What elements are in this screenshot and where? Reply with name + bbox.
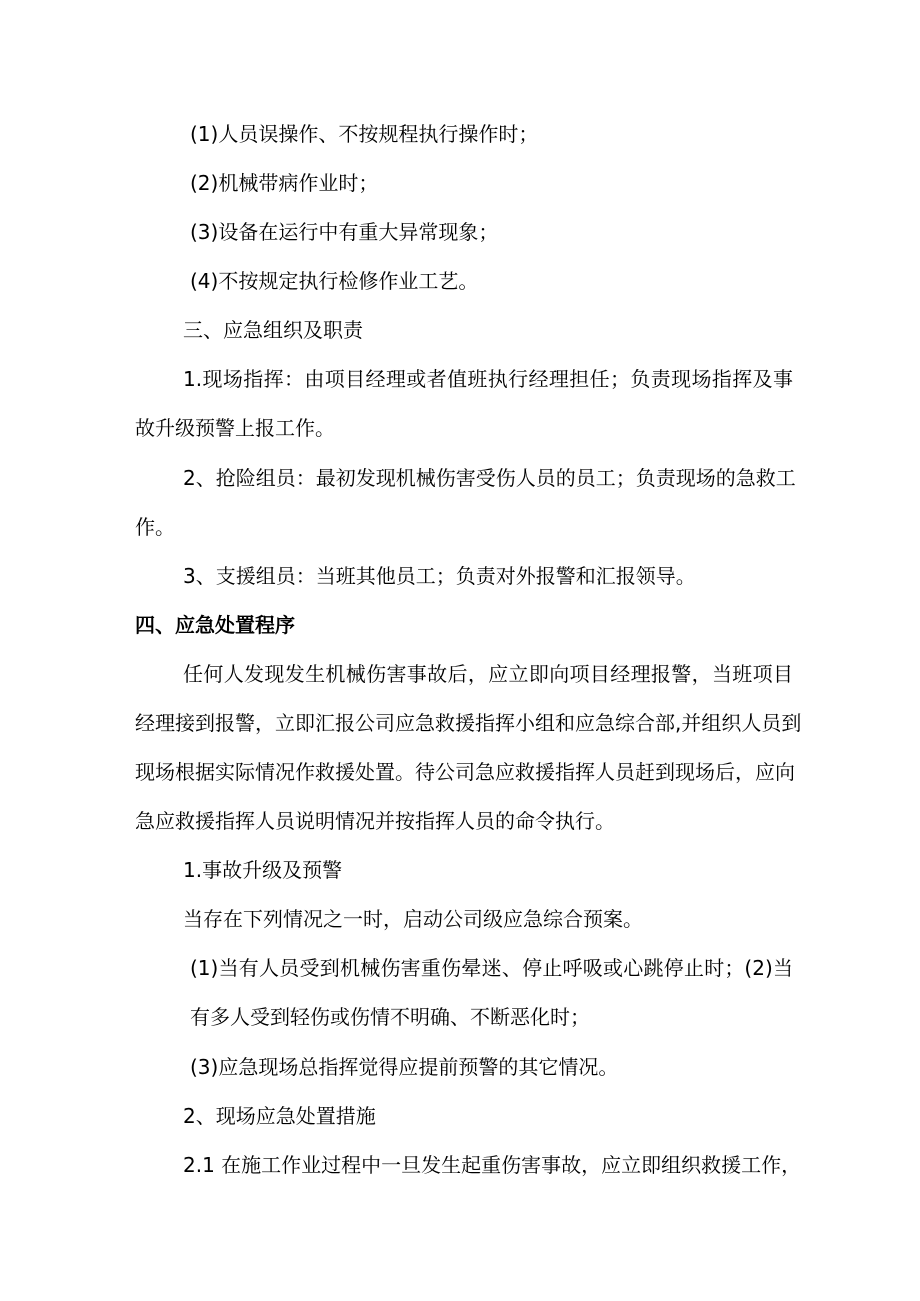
paragraph-line: 经理接到报警，立即汇报公司应急救援指挥小组和应急综合部,并组织人员到 [135, 711, 802, 735]
list-item: 有多人受到轻伤或伤情不明确、不断恶化时； [190, 1005, 590, 1029]
paragraph-line: 现场根据实际情况作救援处置。待公司急应救援指挥人员赶到现场后，应向 [135, 760, 795, 784]
list-item-3: (3)设备在运行中有重大异常现象； [190, 220, 499, 244]
section-heading-four: 四、应急处置程序 [135, 613, 295, 637]
list-item: (1)当有人员受到机械伤害重伤晕迷、停止呼吸或心跳停止时；(2)当 [190, 956, 793, 980]
paragraph-line: 急应救援指挥人员说明情况并按指挥人员的命令执行。 [135, 809, 615, 833]
list-item-1: (1)人员误操作、不按规程执行操作时； [190, 122, 539, 146]
paragraph-line: 任何人发现发生机械伤害事故后，应立即向项目经理报警，当班项目 [183, 662, 793, 686]
list-item-4: (4)不按规定执行检修作业工艺。 [190, 269, 479, 293]
subheading: 2、现场应急处置措施 [183, 1104, 376, 1128]
subheading: 1.事故升级及预警 [183, 858, 343, 882]
paragraph-line: 2、抢险组员：最初发现机械伤害受伤人员的员工；负责现场的急救工 [183, 466, 796, 490]
paragraph-line: 3、支援组员：当班其他员工；负责对外报警和汇报领导。 [183, 564, 696, 588]
section-heading-three: 三、应急组织及职责 [183, 318, 363, 342]
paragraph-line: 作。 [135, 515, 175, 539]
paragraph-line: 当存在下列情况之一时，启动公司级应急综合预案。 [183, 907, 643, 931]
list-item-2: (2)机械带病作业时； [190, 171, 379, 195]
paragraph-line: 2.1 在施工作业过程中一旦发生起重伤害事故，应立即组织救援工作， [183, 1153, 802, 1177]
paragraph-line: 故升级预警上报工作。 [135, 416, 335, 440]
paragraph-line: 1.现场指挥：由项目经理或者值班执行经理担任；负责现场指挥及事 [183, 367, 793, 391]
list-item: (3)应急现场总指挥觉得应提前预警的其它情况。 [190, 1055, 619, 1079]
